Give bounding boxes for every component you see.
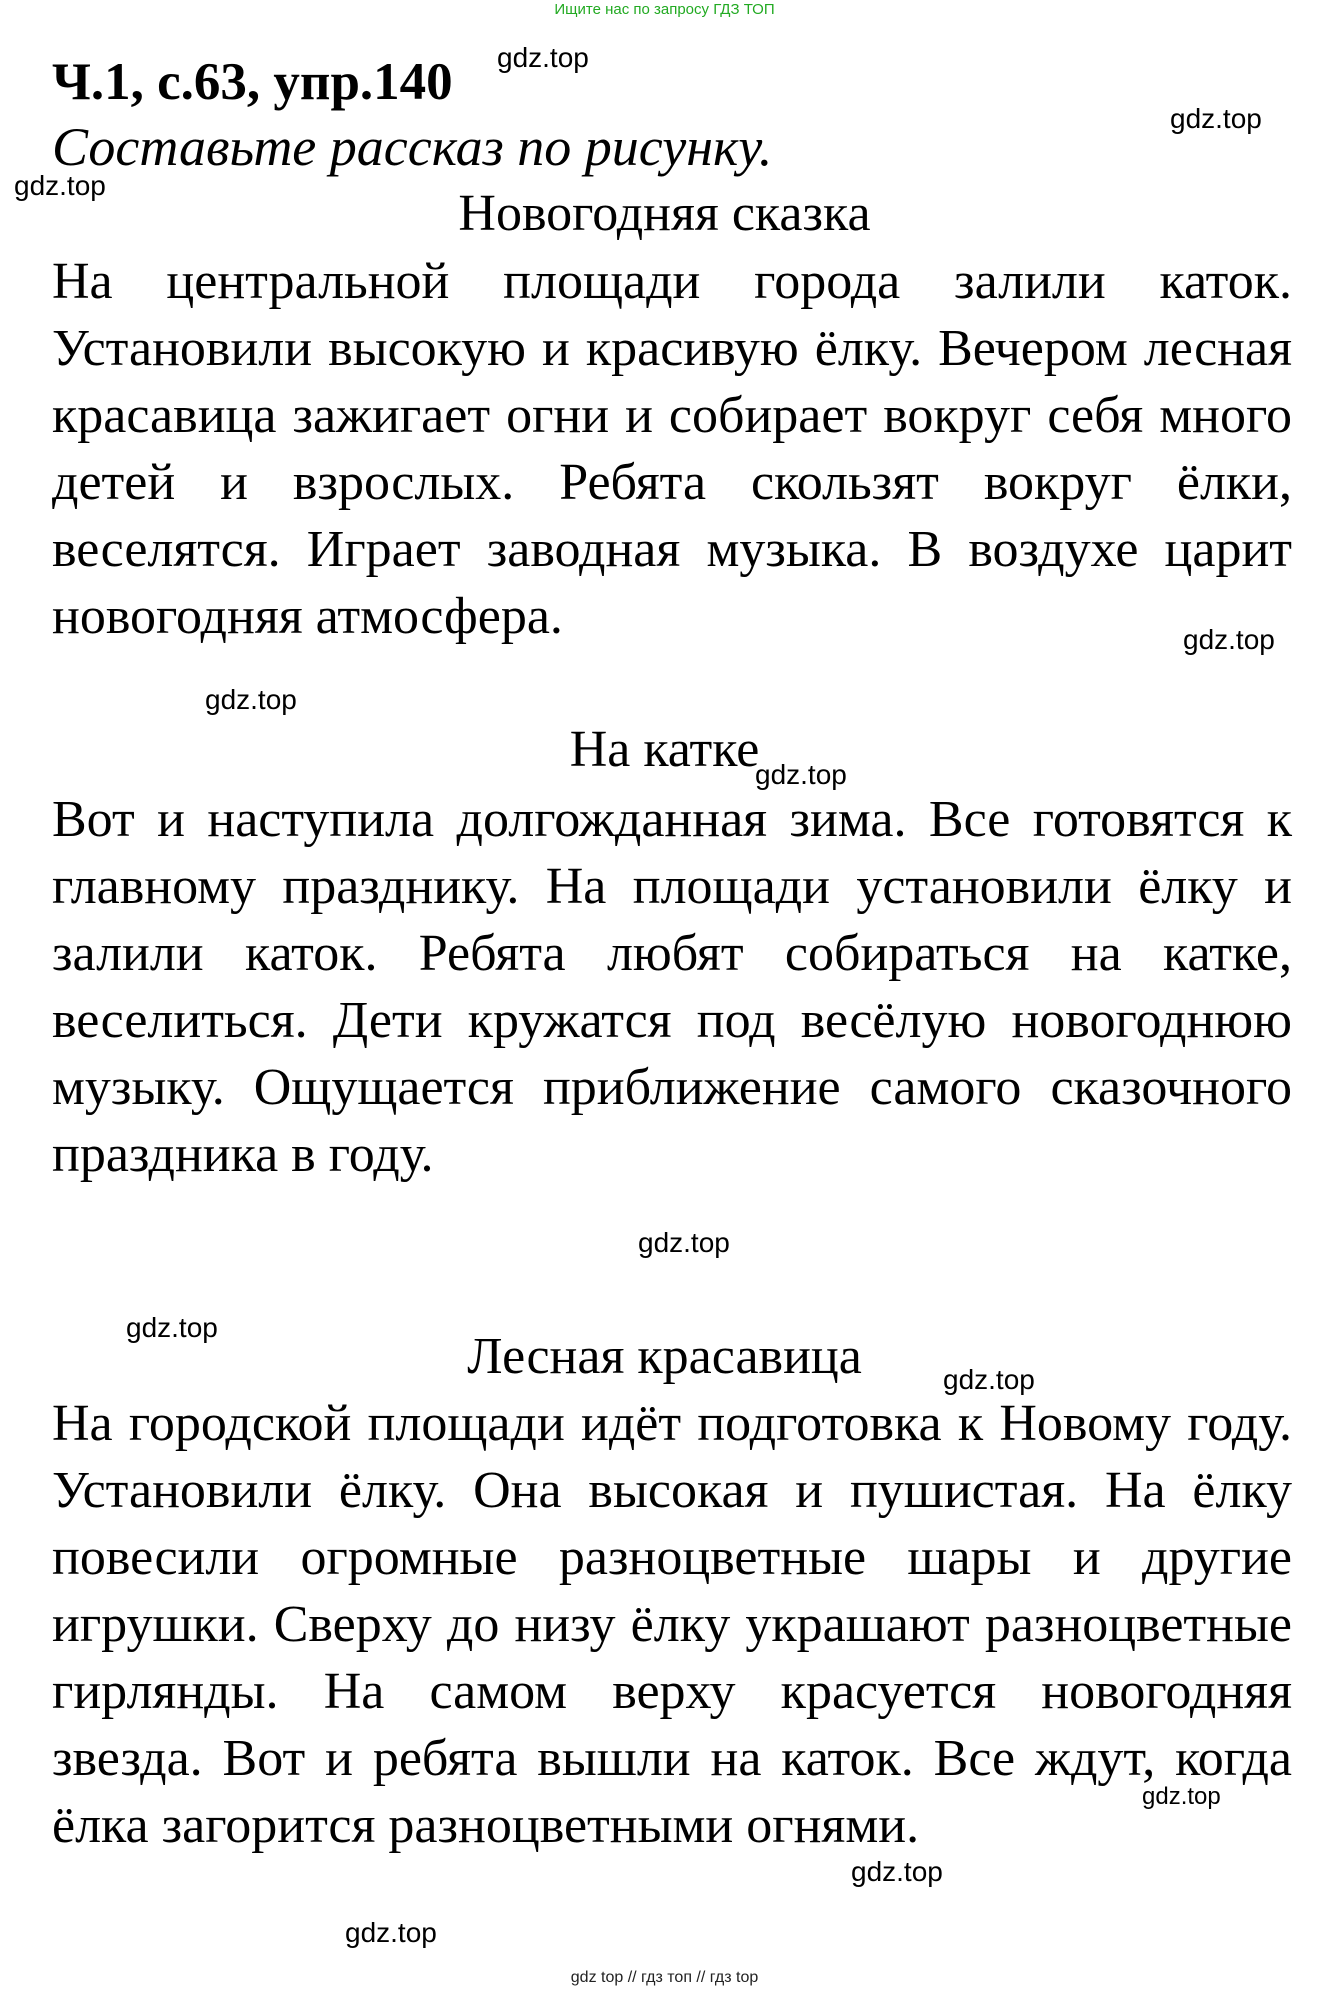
watermark: gdz.top	[851, 1856, 943, 1887]
watermark: gdz.top	[1170, 103, 1262, 134]
story-title-3: Лесная красавица	[467, 1328, 862, 1385]
story-text-3: На городской площади идёт подготовка к Новому году. Установили ёлку. Она высокая и пушистая. На ёлку повесили огромные разноцветные шары и другие игрушки. Сверху до низу ёлку украшают разноцветные гирлянды. На самом верху красуется новогодняя звезда. Вот и ребята вышли на каток. Все ждут, когда ёлка загорится разноцветными огнями.	[52, 1395, 1292, 1854]
story-title-2: На катке	[569, 721, 760, 778]
top-banner: Ищите нас по запросу ГДЗ ТОП	[554, 1, 775, 18]
watermark: gdz.top	[14, 170, 106, 201]
watermark: gdz.top	[497, 42, 589, 73]
story-title-1: Новогодняя сказка	[458, 185, 871, 242]
story-text-1: На центральной площади города залили каток. Установили высокую и красивую ёлку. Вечером лесная красавица зажигает огни и собирает вокруг себя много детей и взрослых. Ребята скользят вокруг ёлки, веселятся. Играет заводная музыка. В воздухе царит новогодняя атмосфера.	[52, 253, 1292, 645]
story-text-2: Вот и наступила долгожданная зима. Все готовятся к главному празднику. На площади установили ёлку и залили каток. Ребята любят собираться на катке, веселиться. Дети кружатся под весёлую новогоднюю музыку. Ощущается приближение самого сказочного праздника в году.	[52, 791, 1292, 1183]
watermark: gdz.top	[1183, 624, 1275, 655]
watermark: gdz.top	[205, 684, 297, 715]
watermark: gdz.top	[943, 1364, 1035, 1395]
watermark: gdz.top	[1142, 1783, 1221, 1810]
footer-watermark: gdz top // гдз топ // гдз top	[570, 1969, 759, 1986]
watermark: gdz.top	[755, 759, 847, 790]
exercise-title: Ч.1, с.63, упр.140	[52, 53, 453, 111]
watermark: gdz.top	[345, 1917, 437, 1948]
task-instruction: Составьте рассказ по рисунку.	[52, 117, 773, 177]
watermark: gdz.top	[126, 1312, 218, 1343]
watermark: gdz.top	[638, 1227, 730, 1258]
